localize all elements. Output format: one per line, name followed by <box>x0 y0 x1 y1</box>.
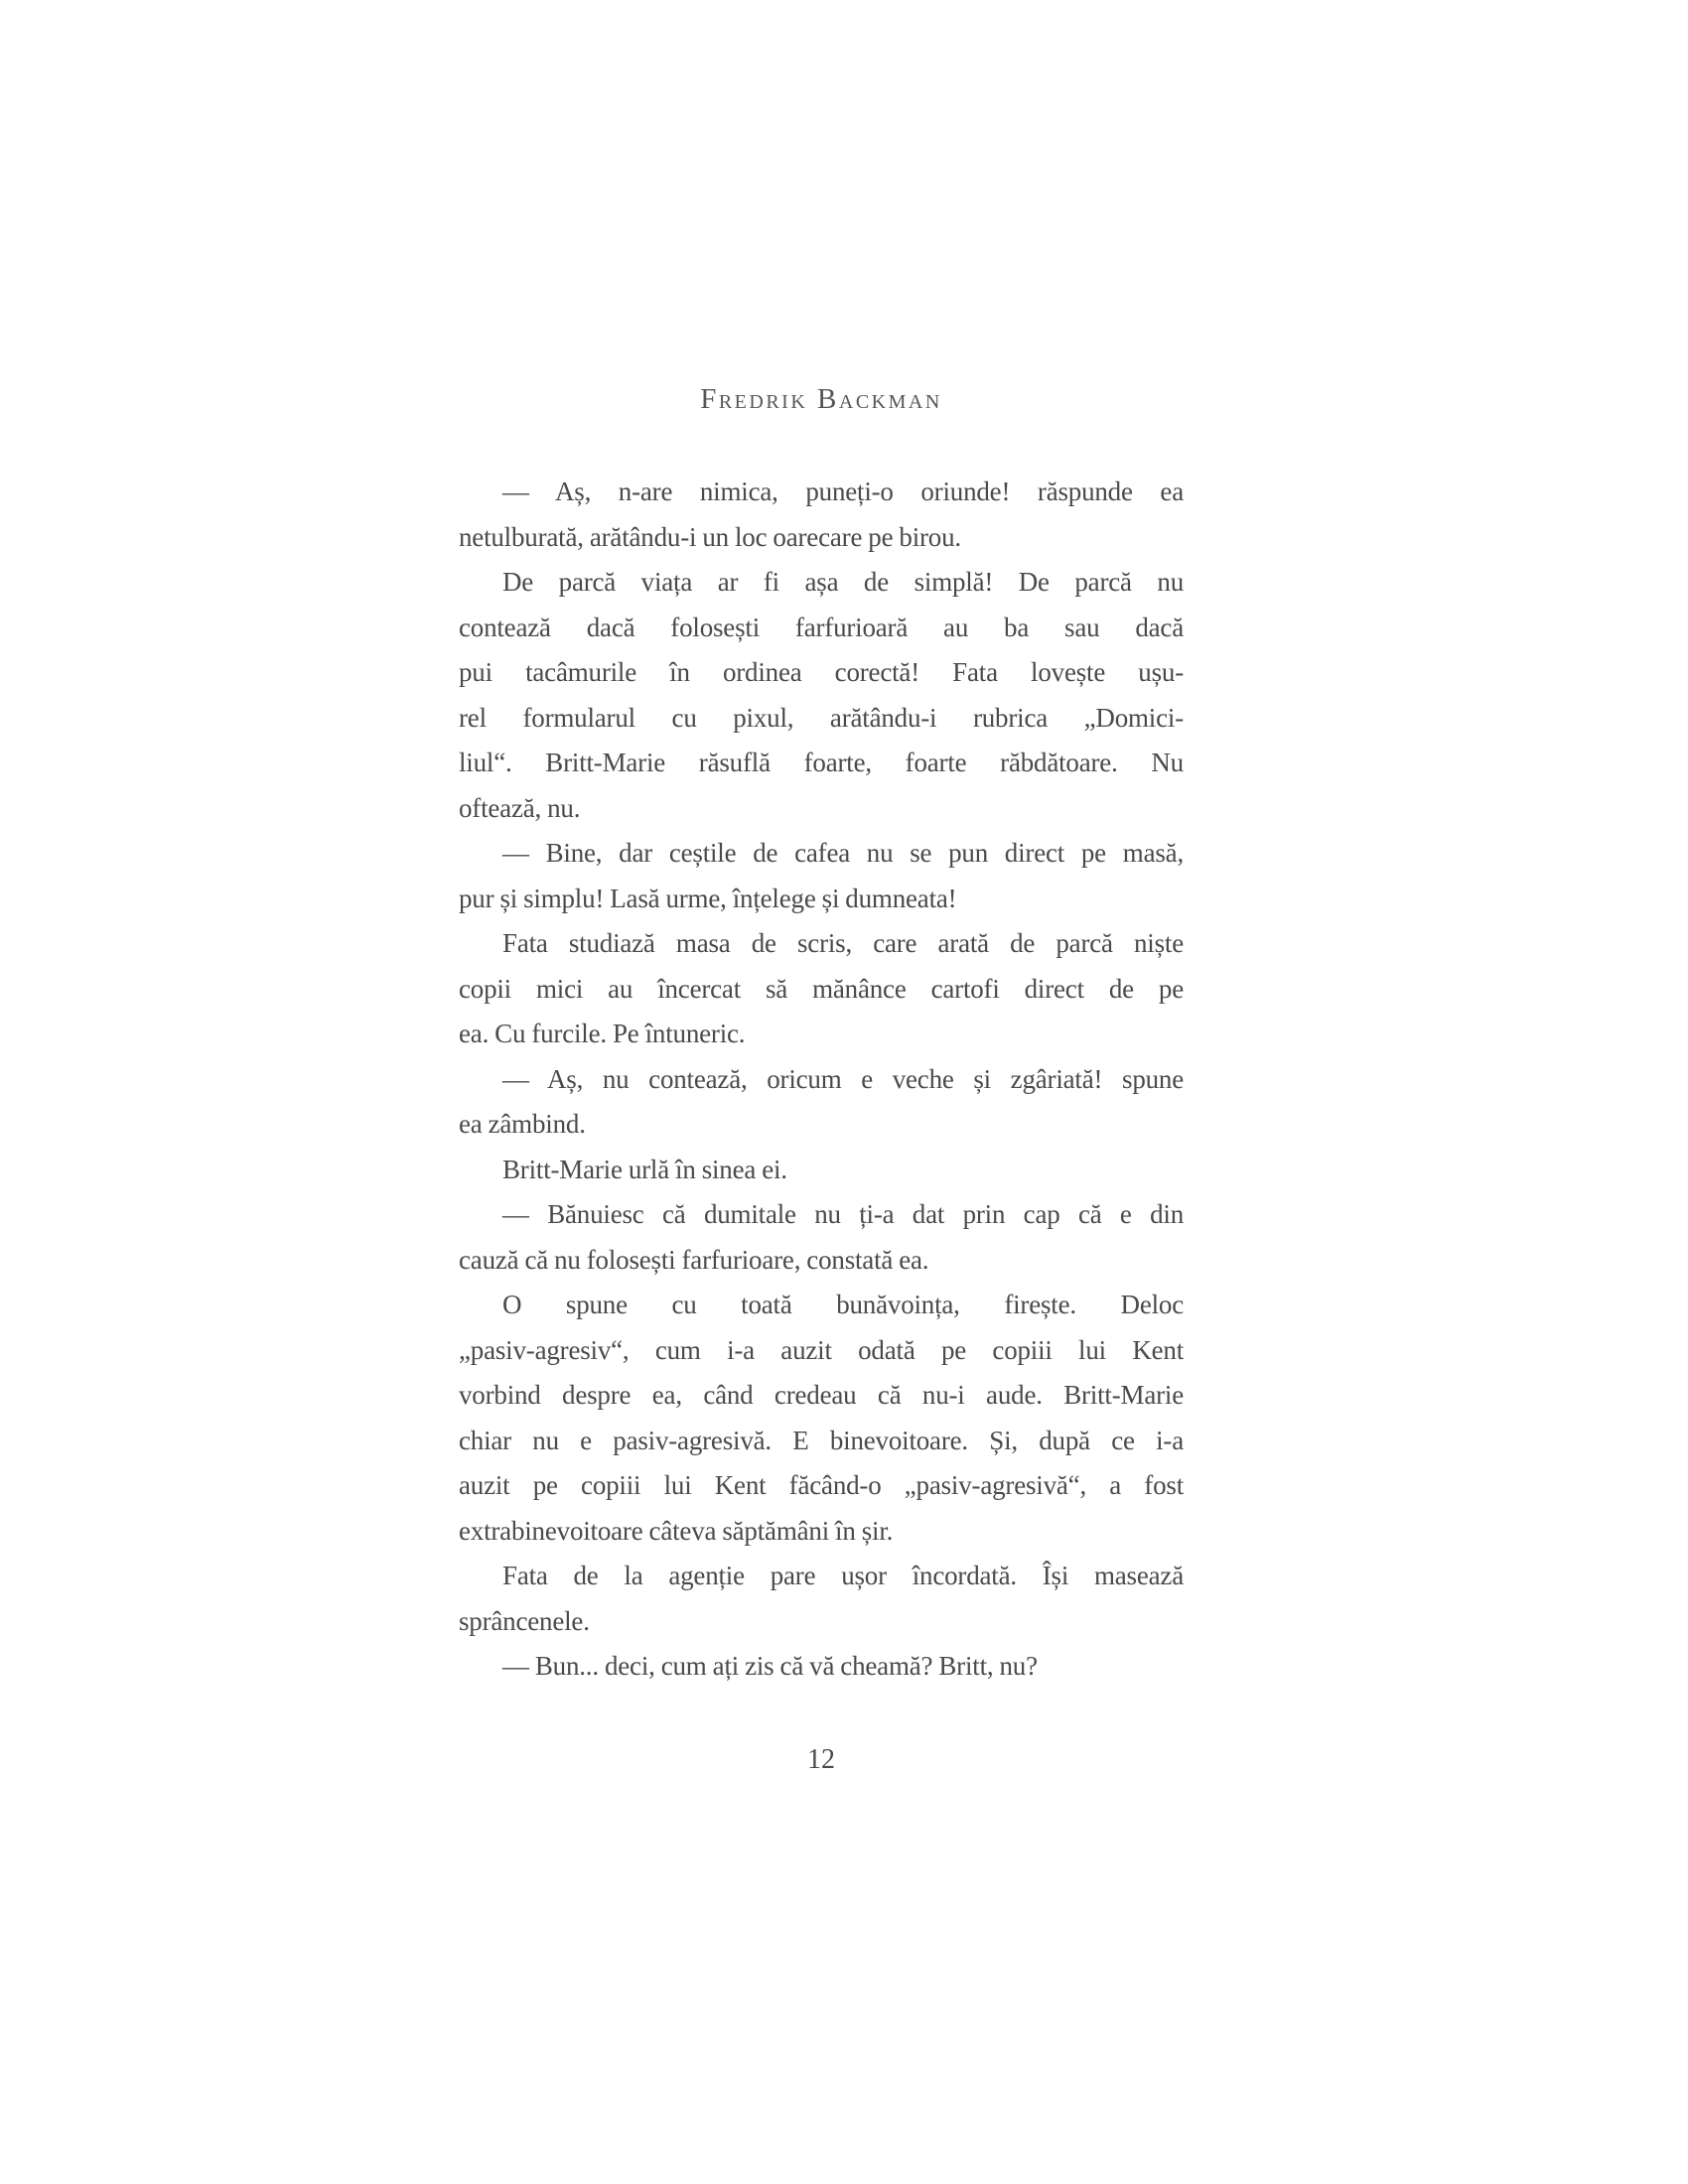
text-line: — Aș, nu contează, oricum e veche și zgâriată! spune <box>502 1063 1184 1094</box>
text-line: pur și simplu! Lasă urme, înțelege și dumneata! <box>459 883 957 913</box>
text-line: ea. Cu furcile. Pe întuneric. <box>459 1019 746 1048</box>
text-line: contează dacă folosești farfurioară au ba sau dacă <box>459 612 1184 642</box>
text-line: rel formularul cu pixul, arătându-i rubrica „Domici- <box>459 702 1184 733</box>
text-line: liul“. Britt-Marie răsuflă foarte, foarte răbdătoare. Nu <box>459 748 1184 777</box>
text-line: sprâncenele. <box>459 1605 590 1636</box>
text-line: extrabinevoitoare câteva săptămâni în șir. <box>459 1515 894 1546</box>
text-line: — Bănuiesc că dumitale nu ți-a dat prin cap că e din <box>502 1199 1184 1229</box>
text-line: — Bine, dar ceștile de cafea nu se pun direct pe masă, <box>502 838 1184 868</box>
text-line: — Bun... deci, cum ați zis că vă cheamă? Britt, nu? <box>502 1651 1038 1681</box>
text-line: vorbind despre ea, când credeau că nu-i aude. Britt-Marie <box>459 1380 1184 1410</box>
text-line: ea zâmbind. <box>459 1109 586 1139</box>
text-line: O spune cu toată bunăvoința, firește. Deloc <box>502 1290 1184 1319</box>
text-line: Fata studiază masa de scris, care arată de parcă niște <box>502 928 1184 958</box>
text-line: copii mici au încercat să mănânce cartofi direct de pe <box>459 973 1184 1004</box>
text-line: oftează, nu. <box>459 792 581 823</box>
text-line: Britt-Marie urlă în sinea ei. <box>502 1154 787 1184</box>
page-number: 12 <box>807 1744 835 1775</box>
text-line: Fata de la agenție pare ușor încordată. Își masează <box>502 1561 1184 1590</box>
text-line: — Aș, n-are nimica, puneți-o oriunde! răspunde ea <box>502 477 1184 506</box>
running-header: Fredrik Backman <box>700 383 942 415</box>
text-block <box>459 470 1184 1690</box>
text-line: De parcă viața ar fi așa de simplă! De parcă nu <box>502 567 1184 597</box>
text-line: chiar nu e pasiv-agresivă. E binevoitoare. Și, după ce i-a <box>459 1425 1184 1455</box>
text-line: pui tacâmurile în ordinea corectă! Fata lovește ușu- <box>459 657 1184 687</box>
text-line: auzit pe copiii lui Kent făcând-o „pasiv-agresivă“, a fost <box>459 1470 1184 1500</box>
text-line: cauză că nu folosești farfurioare, constată ea. <box>459 1244 929 1275</box>
text-line: „pasiv-agresiv“, cum i-a auzit odată pe copiii lui Kent <box>459 1334 1184 1365</box>
text-line: netulburată, arătându-i un loc oarecare pe birou. <box>459 521 961 552</box>
